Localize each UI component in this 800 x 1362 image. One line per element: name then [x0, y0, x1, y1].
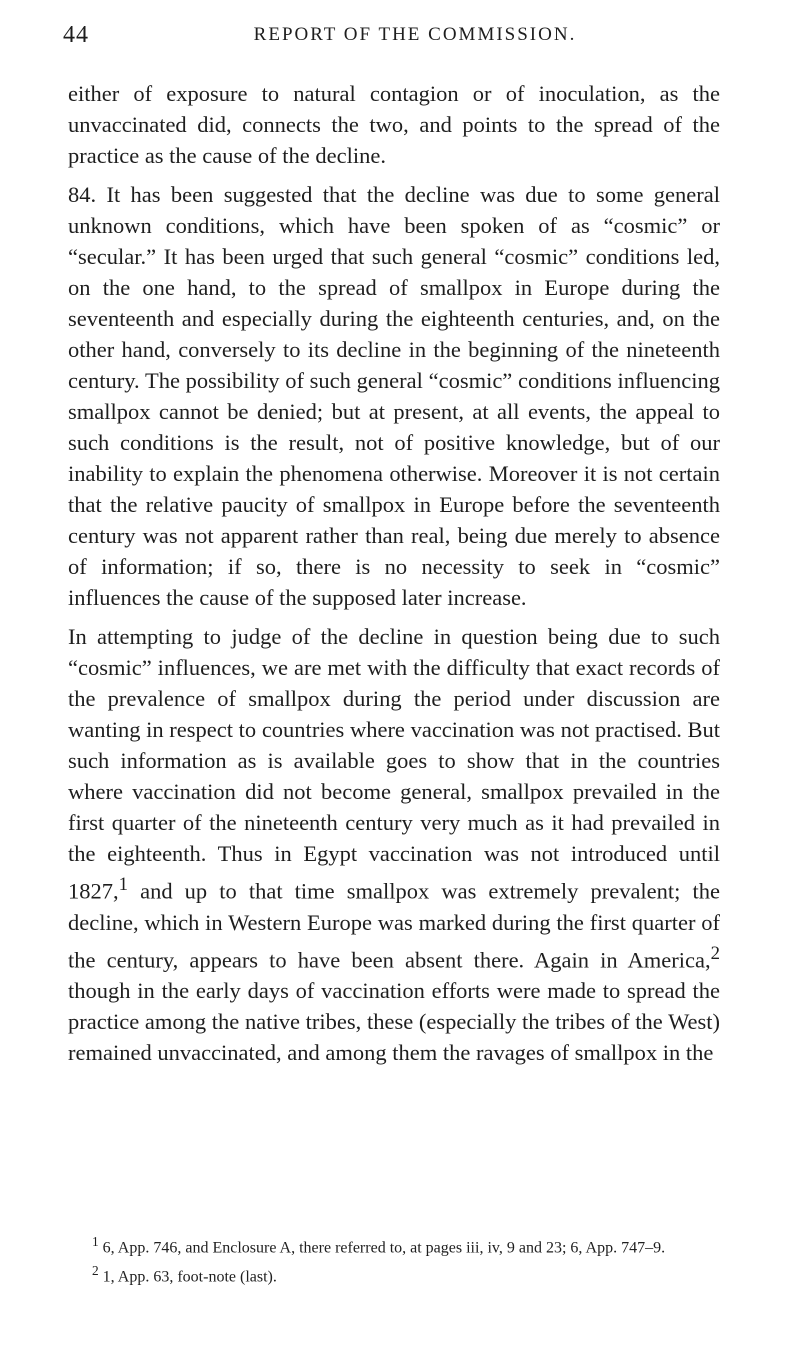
paragraph-1: either of exposure to natural contagion or of inoculation, as the unvaccinated did, connects the two, and points to the spread of the practice as the cause of the decline.	[68, 81, 720, 168]
page-number: 44	[63, 22, 89, 48]
footnote-2-mark: 2	[92, 1263, 99, 1279]
running-head: REPORT OF THE COMMISSION.	[253, 24, 577, 45]
paragraph-3-text-b: and up to that time smallpox was extremely prevalent; the decline, which in Western Europe was marked during the first quarter of the century, appears to have been absent there. Again in America,	[68, 878, 720, 972]
body-text	[68, 78, 720, 1068]
footnote-1-mark: 1	[92, 1234, 99, 1249]
footnote-ref-1: 1	[118, 874, 128, 895]
footnotes	[68, 1230, 720, 1289]
footnote-1	[68, 1230, 720, 1259]
footnote-2-text: 1, App. 63, foot-note (last).	[98, 1268, 277, 1286]
footnote-ref-2: 2	[710, 942, 720, 964]
paragraph-84: 84. It has been suggested that the decline was due to some general unknown conditions, which have been spoken of as “cosmic” or “secular.” It has been urged that such general “cosmic” conditions led, on the one hand, to the spread of smallpox in Europe during the seventeenth and especially during the eighteenth centuries, and, on the other hand, conversely to its decline in the beginning of the nineteenth century. The possibility of such general “cosmic” conditions influencing smallpox cannot be denied; but at present, at all events, the appeal to such conditions is the result, not of positive knowledge, but of our inability to explain the phenomena otherwise. Moreover it is not certain that the relative paucity of smallpox in Europe before the seventeenth century was not apparent rather than real, being due merely to absence of information; if so, there is no necessity to seek in “cosmic” influences the cause of the supposed later increase.	[68, 182, 720, 610]
paragraph-3	[68, 621, 720, 1068]
footnote-1-text: 6, App. 746, and Enclosure A, there referred to, at pages iii, iv, 9 and 23; 6, App. 747–9.	[98, 1239, 666, 1257]
paragraph-3-text-a: In attempting to judge of the decline in question being due to such “cosmic” influences, we are met with the difficulty that exact records of the prevalence of smallpox during the period under discussion are wanting in respect to countries where vaccination was not practised. But such information as is available goes to show that in the countries where vaccination did not become general, smallpox prevailed in the first quarter of the nineteenth century very much as it had prevailed in the eighteenth. Thus in Egypt vaccination was not introduced until 1827,	[68, 624, 720, 904]
paragraph-3-text-c: though in the early days of vaccination efforts were made to spread the practice among the native tribes, these (especially the tribes of the West) remained unvaccinated, and among them the ravages of smallpox in the	[68, 978, 720, 1065]
footnote-2	[68, 1259, 720, 1288]
